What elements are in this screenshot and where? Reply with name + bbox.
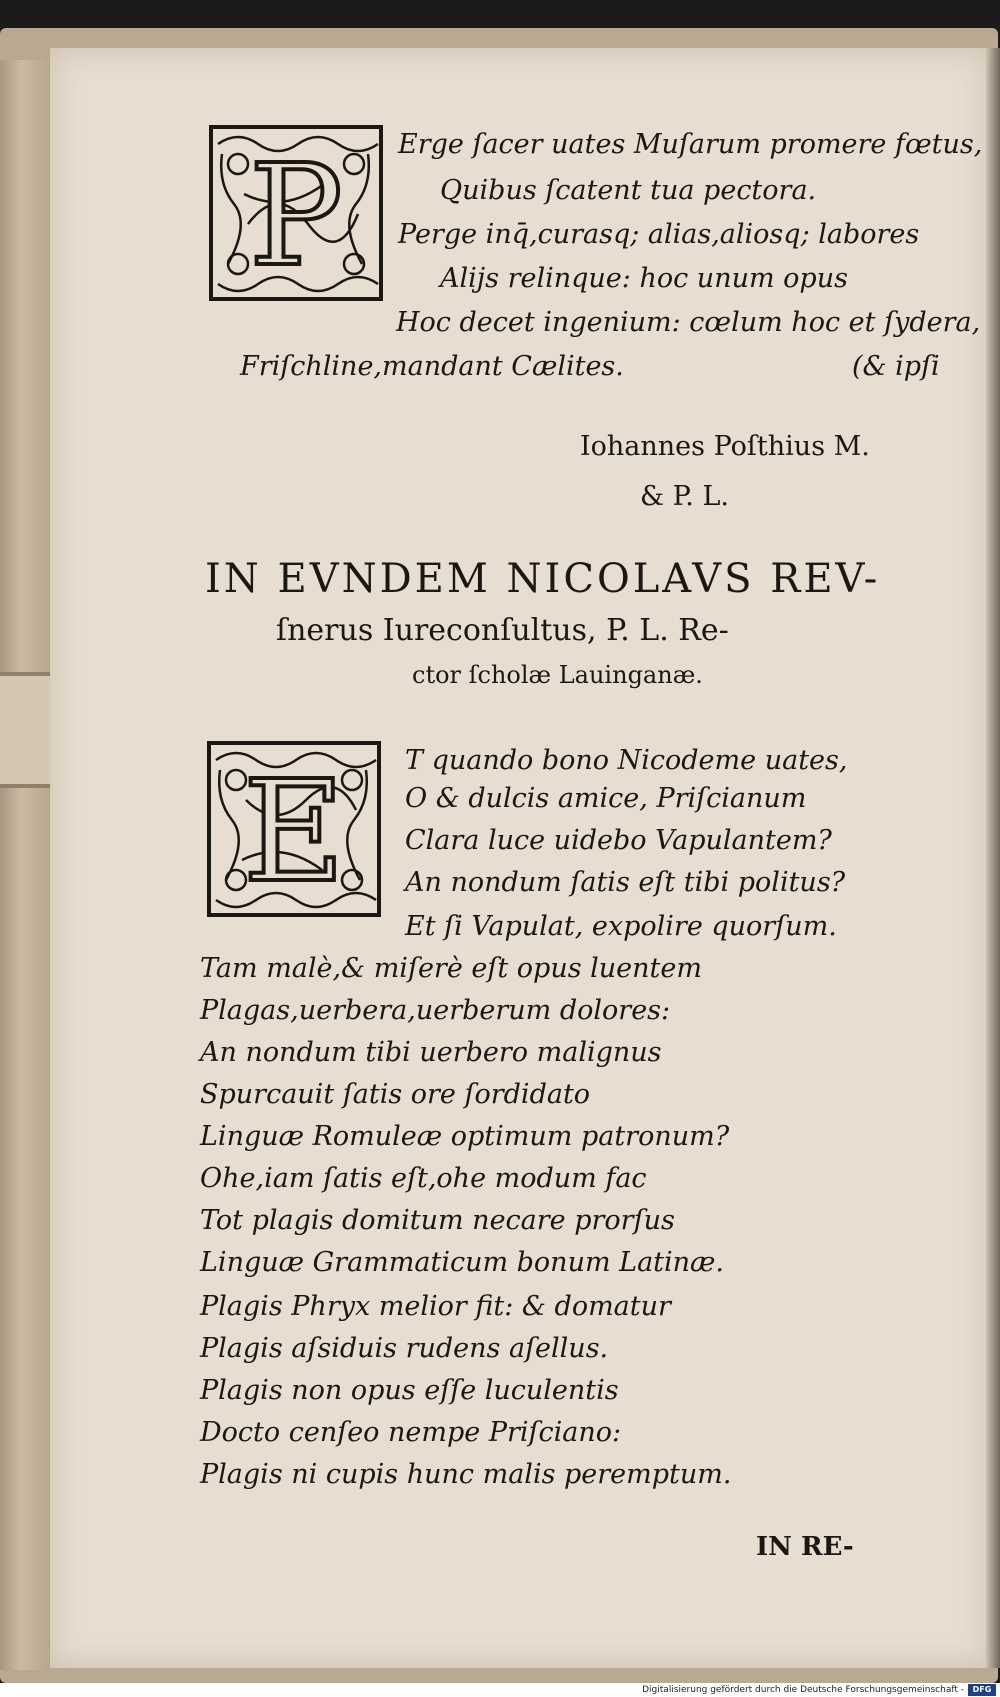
footer-credit: Digitalisierung gefördert durch die Deutsche Forschungsgemeinschaft - <box>642 1685 964 1695</box>
poem2-line-16: Plagis non opus eſſe luculentis <box>200 1375 619 1406</box>
poem2-line-15: Plagis aſsiduis rudens aſellus. <box>200 1333 609 1364</box>
poem2-heading: IN EVNDEM NICOLAVS REV- <box>205 556 881 602</box>
poem2-line-8: An nondum tibi uerbero malignus <box>200 1037 662 1068</box>
poem2-line-7: Plagas,uerbera,uerberum dolores: <box>200 995 671 1026</box>
poem1-line-6: Friſchline,mandant Cælites. <box>240 351 624 382</box>
poem1-line-2: Quibus ſcatent tua pectora. <box>440 175 817 206</box>
poem2-line-17: Docto cenſeo nempe Priſciano: <box>200 1417 622 1448</box>
poem2-line-3: Clara luce uidebo Vapulantem? <box>405 825 832 856</box>
poem2-line-9: Spurcauit ſatis ore ſordidato <box>200 1079 591 1110</box>
poem2-line-1: T quando bono Nicodeme uates, <box>405 745 848 776</box>
poem1-line-3: Perge inq̄,curasq; alias,aliosq; labores <box>398 219 920 250</box>
poem2-subheading: ſnerus Iureconſultus, P. L. Re- <box>276 613 729 648</box>
poem2-line-12: Tot plagis domitum necare prorſus <box>200 1205 675 1236</box>
poem2-line-13: Linguæ Grammaticum bonum Latinæ. <box>200 1247 725 1278</box>
signature-title: & P. L. <box>640 481 729 512</box>
poem1-line-4: Alijs relinque: hoc unum opus <box>440 263 848 294</box>
decorated-initial-p <box>208 124 384 302</box>
page-gutter-shadow <box>986 48 1000 1668</box>
catchword: IN RE- <box>756 1532 854 1562</box>
poem2-subheading-2: ctor ſcholæ Lauinganæ. <box>412 661 703 689</box>
poem1-line-1: Erge ſacer uates Muſarum promere fœtus, <box>398 129 983 160</box>
initial-letter-e: E <box>242 751 346 914</box>
decorated-initial-e <box>206 740 382 918</box>
dfg-logo: DFG <box>968 1684 996 1696</box>
initial-letter-p: P <box>248 135 344 298</box>
poem1-line-7: (& ipſi <box>852 351 940 382</box>
book-edge <box>0 60 52 1670</box>
poem2-line-18: Plagis ni cupis hunc malis peremptum. <box>200 1459 732 1490</box>
poem2-line-2: O & dulcis amice, Priſcianum <box>405 783 807 814</box>
poem2-line-11: Ohe,iam ſatis eſt,ohe modum fac <box>200 1163 647 1194</box>
signature-name: Iohannes Poſthius M. <box>580 431 870 462</box>
poem1-line-5: Hoc decet ingenium: cœlum hoc et ſydera, <box>396 307 981 338</box>
poem2-line-10: Linguæ Romuleæ optimum patronum? <box>200 1121 730 1152</box>
poem2-line-6: Tam malè,& miſerè eſt opus luentem <box>200 953 702 984</box>
poem2-line-4: An nondum ſatis eſt tibi politus? <box>405 867 846 898</box>
poem2-line-5: Et ſi Vapulat, expolire quorſum. <box>405 911 837 942</box>
poem2-line-14: Plagis Phryx melior fit: & domatur <box>200 1291 671 1322</box>
